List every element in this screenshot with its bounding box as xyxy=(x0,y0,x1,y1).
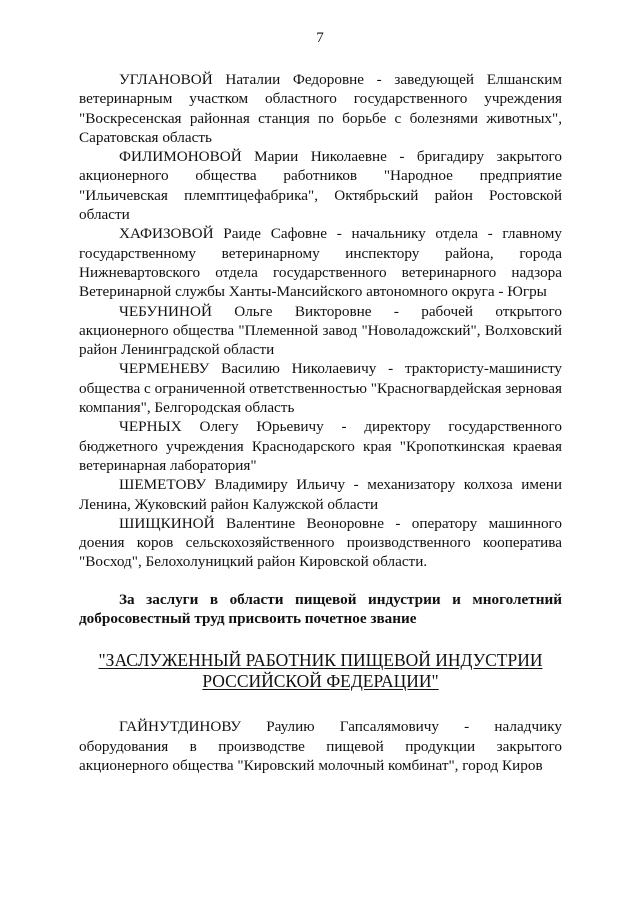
award-entry: УГЛАНОВОЙ Наталии Федоровне - заведующей Елшанским ветеринарным участком областного государственного учреждения "Воскресенская районная станция по борьбе с болезнями животных", Саратовская область xyxy=(79,71,562,146)
page-number: 7 xyxy=(316,30,324,46)
honorary-title xyxy=(79,650,562,691)
document-body xyxy=(79,70,562,775)
award-entry: ФИЛИМОНОВОЙ Марии Николаевне - бригадиру закрытого акционерного общества работников "Народное предприятие "Ильичевская племптицефабрика", Октябрьский район Ростовской области xyxy=(79,148,562,224)
honorary-title-line-1: "ЗАСЛУЖЕННЫЙ РАБОТНИК ПИЩЕВОЙ ИНДУСТРИИ xyxy=(98,650,543,671)
honorary-title-line-2: РОССИЙСКОЙ ФЕДЕРАЦИИ" xyxy=(202,670,439,691)
award-entry: ХАФИЗОВОЙ Раиде Сафовне - начальнику отдела - главному государственному ветеринарному инспектору района, города Нижневартовского отдела государственного ветеринарного надзора Ветеринарной службы Ханты-Мансийского автономного округа - Югры xyxy=(79,225,562,301)
award-entry: ЧЕРНЫХ Олегу Юрьевичу - директору государственного бюджетного учреждения Краснодарского края "Кропоткинская краевая ветеринарная лаборатория" xyxy=(79,418,562,474)
award-entry: ШЕМЕТОВУ Владимиру Ильичу - механизатору колхоза имени Ленина, Жуковский район Калужской области xyxy=(79,476,562,513)
award-entry-final: ГАЙНУТДИНОВУ Раулию Гапсалямовичу - наладчику оборудования в производстве пищевой продукции закрытого акционерного общества "Кировский молочный комбинат", город Киров xyxy=(79,718,562,774)
award-entry: ШИЩКИНОЙ Валентине Веоноровне - оператору машинного доения коров сельскохозяйственного производственного кооператива "Восход", Белохолуницкий район Кировской области. xyxy=(79,514,562,571)
decree-paragraph: За заслуги в области пищевой индустрии и многолетний добросовестный труд присвоить почетное звание xyxy=(79,590,562,628)
award-entry: ЧЕРМЕНЕВУ Василию Николаевичу - трактористу-машинисту общества с ограниченной ответственностью "Красногвардейская зерновая компания", Белгородская область xyxy=(79,360,562,417)
award-entry: ЧЕБУНИНОЙ Ольге Викторовне - рабочей открытого акционерного общества "Племенной завод "Новоладожский", Волховский район Ленинградской области xyxy=(79,302,562,359)
